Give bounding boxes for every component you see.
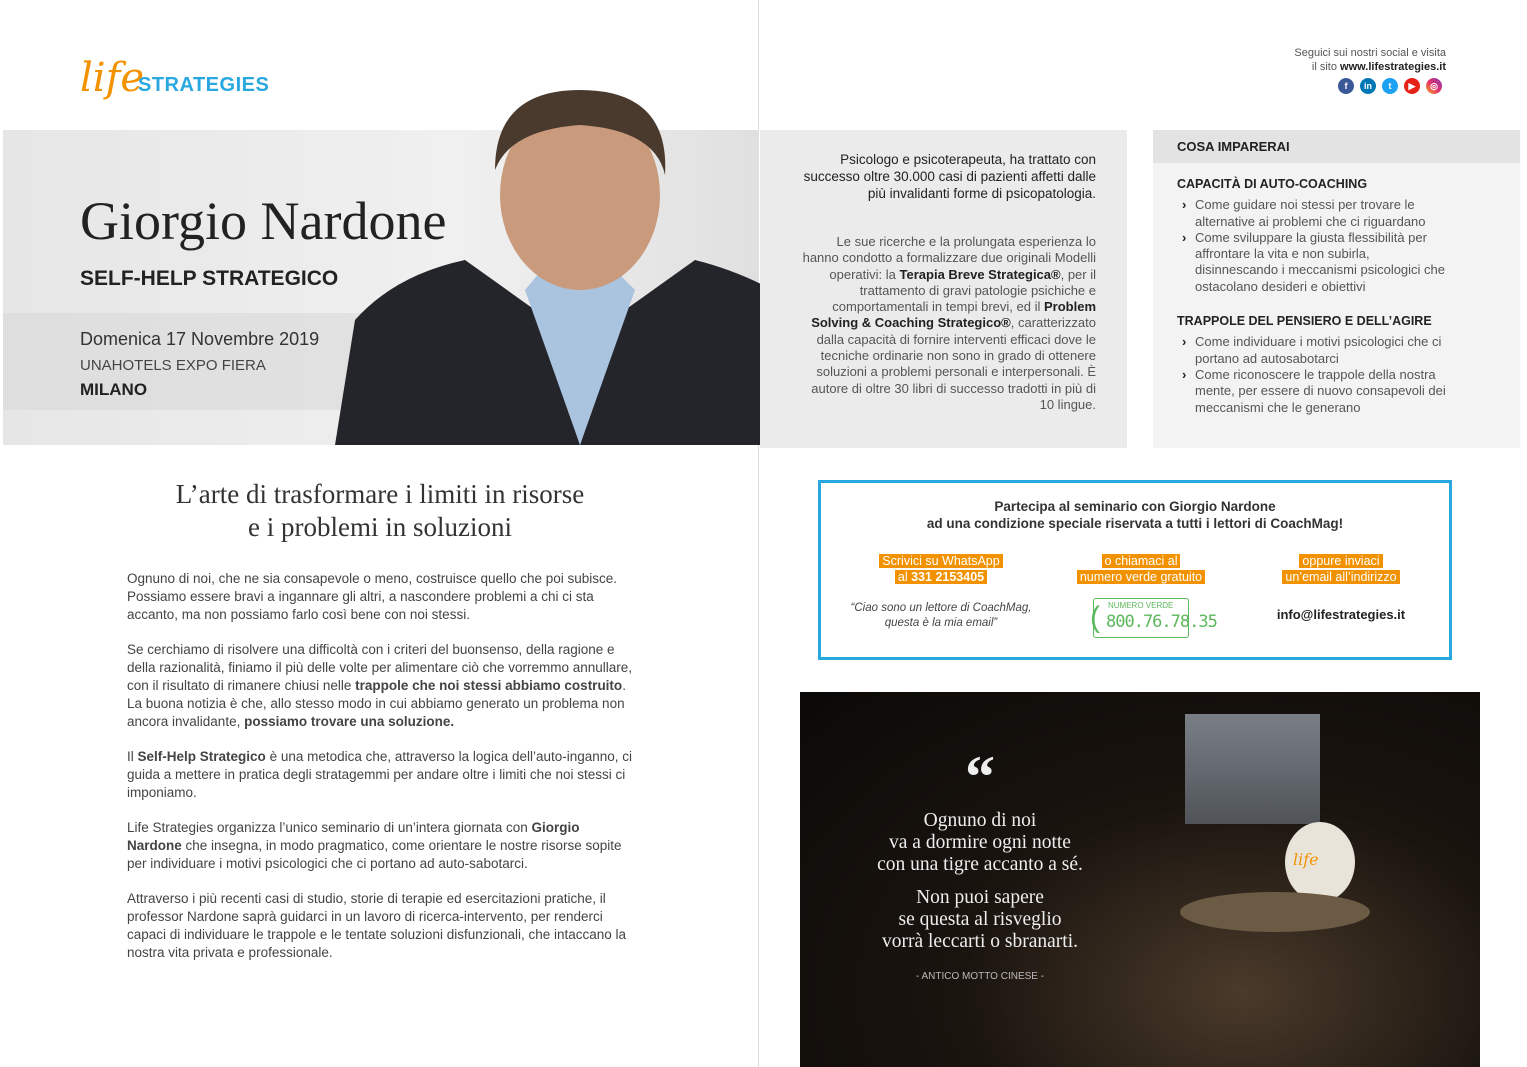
call-column	[1041, 553, 1241, 585]
chevron-icon: ›	[1182, 366, 1187, 382]
bio-lead: Psicologo e psicoterapeuta, ha trattato con successo oltre 30.000 casi di pazienti affetti dalle più invalidanti forme di psicopatologia.	[803, 152, 1096, 201]
logo-life: life	[80, 55, 145, 101]
item-text: Come sviluppare la giusta flessibilità per affrontare la vita e non subirla, disinnescando i meccanismi psicologici che ostacolano desideri e obiettivi	[1195, 229, 1446, 294]
stage-logo-text: life	[1293, 850, 1319, 869]
text: , per il trattamento di gravi patologie psichiche e comportamentali in tempi brevi, ed il	[832, 266, 1096, 315]
text: Life Strategies organizza l’unico seminario di un’intera giornata con	[127, 820, 528, 835]
chevron-icon: ›	[1182, 229, 1187, 245]
quote-line: va a dormire ogni notte	[889, 832, 1071, 853]
quote-source: - ANTICO MOTTO CINESE -	[915, 971, 1045, 982]
social-icons	[1338, 78, 1442, 94]
social-line: Seguici sui nostri social e visita	[1294, 47, 1446, 59]
linkedin-icon[interactable]: in	[1360, 78, 1376, 94]
list-item	[1177, 334, 1452, 367]
event-city: MILANO	[80, 380, 148, 399]
whatsapp-label: Scrivici su WhatsApp	[879, 554, 1002, 568]
text: è una metodica che, attraverso la logica dell’auto-inganno, ci guida a mettere in pratica degli stratagemmi per andare oltre i limiti che noi stessi ci imponiamo.	[127, 749, 633, 800]
list-item	[1177, 367, 1452, 416]
learn-content	[1177, 176, 1452, 434]
item-text: Come riconoscere le trappole della nostra mente, per essere di nuovo consapevoli dei meccanismi che le generano	[1195, 366, 1446, 415]
website-link[interactable]: www.lifestrategies.it	[1340, 61, 1446, 73]
call-label: o chiamaci al	[1102, 554, 1181, 568]
stage	[1180, 892, 1370, 932]
section-heading: TRAPPOLE DEL PENSIERO E DELL’AGIRE	[1177, 314, 1432, 329]
item-text: Come guidare noi stessi per trovare le alternative ai problemi che ci riguardano	[1195, 197, 1426, 229]
text: che insegna, in modo pragmatico, come orientare le nostre risorse sopite per individuare i motivi psicologici che ci portano ad auto-sabotarci.	[127, 838, 622, 871]
call-label: numero verde gratuito	[1077, 570, 1205, 584]
chevron-icon: ›	[1182, 334, 1187, 350]
twitter-icon[interactable]: t	[1382, 78, 1398, 94]
text: Le sue ricerche e la prolungata esperienza lo hanno condotto a formalizzare due originali Modelli operativi: la	[802, 234, 1096, 282]
paragraph: Attraverso i più recenti casi di studio, storie di terapie ed esercitazioni pratiche, il professor Nardone saprà guidarci in un lavoro di ricerca-intervento, per renderci capaci di individuare le trappole e le tentate soluzioni disfunzionali, che intaccano la nostra vita privata e professionale.	[127, 891, 627, 960]
youtube-icon[interactable]: ▶	[1404, 78, 1420, 94]
quote-mark-icon: “	[965, 744, 995, 810]
facebook-icon[interactable]: f	[1338, 78, 1354, 94]
email-address[interactable]: info@lifestrategies.it	[1276, 607, 1406, 622]
chevron-icon: ›	[1182, 197, 1187, 213]
learn-title: COSA IMPARERAI	[1153, 130, 1520, 163]
item-text: Come individuare i motivi psicologici che ci portano ad autosabotarci	[1195, 334, 1442, 366]
projection-screen	[1185, 714, 1320, 824]
email-label: un’email all’indirizzo	[1282, 570, 1399, 584]
promo-box	[818, 480, 1452, 660]
logo-strategies: STRATEGIES	[138, 74, 270, 96]
paragraph	[127, 748, 637, 802]
paragraph	[127, 819, 637, 873]
social-text	[1230, 46, 1446, 74]
text: Il	[127, 749, 134, 764]
quote-part-1	[800, 810, 1160, 876]
bio-text	[800, 234, 1096, 413]
quote-line: vorrà leccarti o sbranarti.	[882, 931, 1078, 952]
event-subtitle: SELF-HELP STRATEGICO	[80, 267, 339, 290]
email-column	[1241, 553, 1441, 622]
headline-line: e i problemi in soluzioni	[248, 512, 512, 542]
bold-text: trappole che noi stessi abbiamo costruito	[355, 678, 623, 693]
quote-line: con una tigre accanto a sé.	[877, 854, 1083, 875]
quote-part-2	[800, 887, 1160, 953]
list-item	[1177, 230, 1452, 295]
bold-text: Terapia Breve Strategica®	[899, 266, 1061, 282]
paragraph: Ognuno di noi, che ne sia consapevole o meno, costruisce quello che poi subisce. Possiamo essere bravi a ingannare gli altri, a nascondere problemi a chi ci sta accanto, ma non possiamo farlo così bene con noi stessi.	[127, 571, 618, 622]
whatsapp-number[interactable]: 331 2153405	[911, 570, 985, 584]
whatsapp-column	[841, 553, 1041, 631]
whatsapp-label: al	[897, 570, 908, 584]
headline-line: L’arte di trasformare i limiti in risorse	[175, 479, 585, 509]
toll-free-number: 800.76.78.35	[1106, 612, 1217, 632]
toll-free-badge[interactable]	[1090, 598, 1217, 638]
instagram-icon[interactable]: ◎	[1426, 78, 1442, 94]
text: , caratterizzato dalla capacità di fornire interventi efficaci dove le tecniche ordinarie non sono in grado di ottenere soluzioni a problemi personali e interpersonali. È autore di oltre 30 libri di successo tradotti in più di 10 lingue.	[811, 315, 1096, 412]
promo-line: Partecipa al seminario con Giorgio Nardone	[994, 499, 1276, 514]
event-date: Domenica 17 Novembre 2019	[80, 329, 320, 349]
event-venue: UNAHOTELS EXPO FIERA	[80, 357, 266, 374]
speaker-photo	[335, 60, 825, 445]
bold-text: Problem Solving & Coaching Strategico®	[811, 299, 1096, 331]
quote-line: Ognuno di noi	[923, 810, 1037, 831]
quote-line: se questa al risveglio	[898, 909, 1062, 930]
section-heading: CAPACITÀ DI AUTO-COACHING	[1177, 177, 1368, 191]
text: . La buona notizia è che, allo stesso modo in cui abbiamo generato un problema non ancora invalidante,	[127, 678, 626, 729]
bold-text: Giorgio Nardone	[127, 820, 580, 853]
article-body	[127, 570, 637, 979]
promo-line: ad una condizione speciale riservata a tutti i lettori di CoachMag!	[926, 516, 1344, 531]
bold-text: Self-Help Strategico	[137, 749, 266, 764]
toll-free-label: NUMERO VERDE	[1108, 601, 1174, 610]
whatsapp-message: “Ciao sono un lettore di CoachMag, questa è la mia email”	[850, 602, 1032, 629]
social-line: il sito	[1311, 61, 1337, 73]
stage-logo	[1285, 822, 1355, 902]
email-label: oppure inviaci	[1299, 554, 1382, 568]
paragraph	[127, 641, 637, 731]
list-item	[1177, 197, 1452, 230]
phone-icon: (	[1090, 601, 1100, 634]
speaker-name: Giorgio Nardone	[80, 191, 447, 251]
bold-text: possiamo trovare una soluzione.	[244, 714, 455, 729]
quote-line: Non puoi sapere	[916, 887, 1044, 908]
conference-photo	[800, 692, 1480, 1067]
promo-heading	[821, 498, 1449, 532]
headline	[80, 478, 680, 544]
text: Se cerchiamo di risolvere una difficoltà con i criteri del buonsenso, della ragione e della razionalità, finiamo il più delle volte per alimentare ciò che vorremmo annullare, con il risultato di rimanere chiusi nelle	[127, 642, 633, 693]
